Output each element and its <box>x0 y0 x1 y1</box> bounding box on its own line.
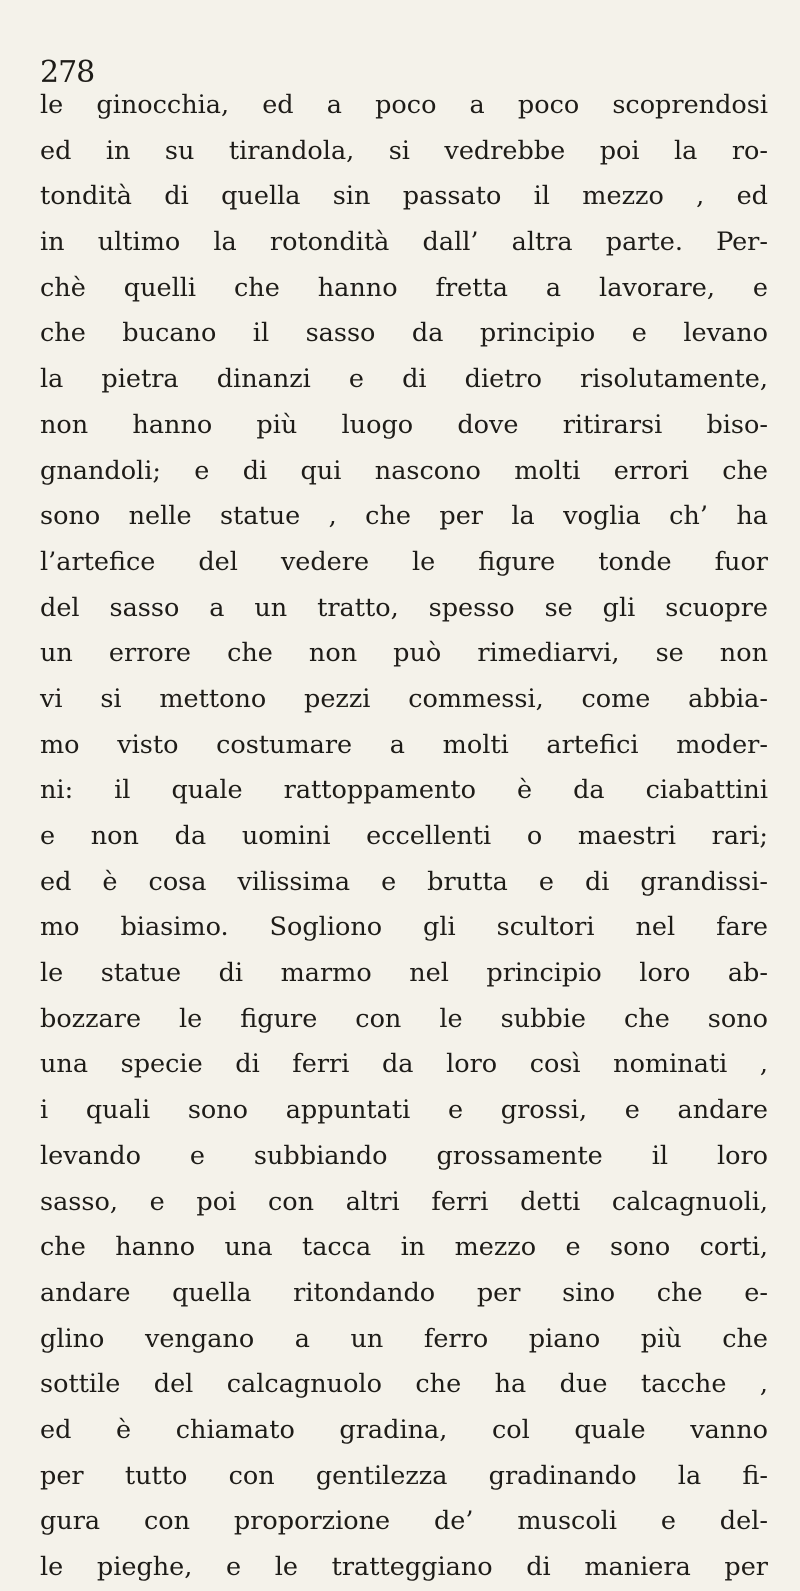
text-line: e non da uomini eccellenti o maestri rari; <box>40 821 768 851</box>
text-line: tondità di quella sin passato il mezzo , ed <box>40 181 768 212</box>
text-line: levando e subbiando grossamente il loro <box>40 1140 768 1171</box>
text-line: vi si mettono pezzi commessi, come abbia- <box>40 683 768 714</box>
text-line: andare quella ritondando per sino che e- <box>40 1277 768 1308</box>
text-line: un errore che non può rimediarvi, se non <box>40 638 768 669</box>
text-line: del sasso a un tratto, spesso se gli scuopre <box>40 592 768 623</box>
text-line: ni: il quale rattoppamento è da ciabattini <box>40 775 768 806</box>
text-line: l’artefice del vedere le figure tonde fuor <box>40 546 768 577</box>
text-line: gnandoli; e di qui nascono molti errori che <box>40 455 768 486</box>
body-text <box>40 83 768 1591</box>
page-number: 278 <box>40 55 95 90</box>
text-line: i quali sono appuntati e grossi, e andare <box>40 1095 768 1126</box>
text-line: ed in su tirandola, si vedrebbe poi la ro- <box>40 135 768 166</box>
text-line: le statue di marmo nel principio loro ab- <box>40 958 768 989</box>
text-line: glino vengano a un ferro piano più che <box>40 1323 768 1354</box>
text-line: che bucano il sasso da principio e levano <box>40 318 768 349</box>
text-line: mo visto costumare a molti artefici moder- <box>40 729 768 760</box>
text-line: le ginocchia, ed a poco a poco scoprendosi <box>40 90 768 120</box>
text-line: gura con proporzione de’ muscoli e del- <box>40 1506 768 1537</box>
text-line: ed è chiamato gradina, col quale vanno <box>40 1414 768 1445</box>
text-line: sasso, e poi con altri ferri detti calcagnuoli, <box>40 1186 768 1217</box>
text-line: sono nelle statue , che per la voglia ch’ ha <box>40 501 768 532</box>
text-line: ed è cosa vilissima e brutta e di grandissi- <box>40 866 768 897</box>
text-line: che hanno una tacca in mezzo e sono corti, <box>40 1232 768 1263</box>
text-line: per tutto con gentilezza gradinando la fi- <box>40 1460 768 1491</box>
text-line: la pietra dinanzi e di dietro risolutamente, <box>40 364 768 395</box>
text-line: chè quelli che hanno fretta a lavorare, e <box>40 272 768 303</box>
text-line: in ultimo la rotondità dall’ altra parte. Per- <box>40 227 768 258</box>
text-line: mo biasimo. Sogliono gli scultori nel fare <box>40 912 768 943</box>
text-line: bozzare le figure con le subbie che sono <box>40 1003 768 1034</box>
text-line: sottile del calcagnuolo che ha due tacche , <box>40 1369 768 1400</box>
text-line: non hanno più luogo dove ritirarsi biso- <box>40 409 768 440</box>
text-line: le pieghe, e le tratteggiano di maniera per <box>40 1552 768 1582</box>
text-line: una specie di ferri da loro così nominati , <box>40 1049 768 1080</box>
